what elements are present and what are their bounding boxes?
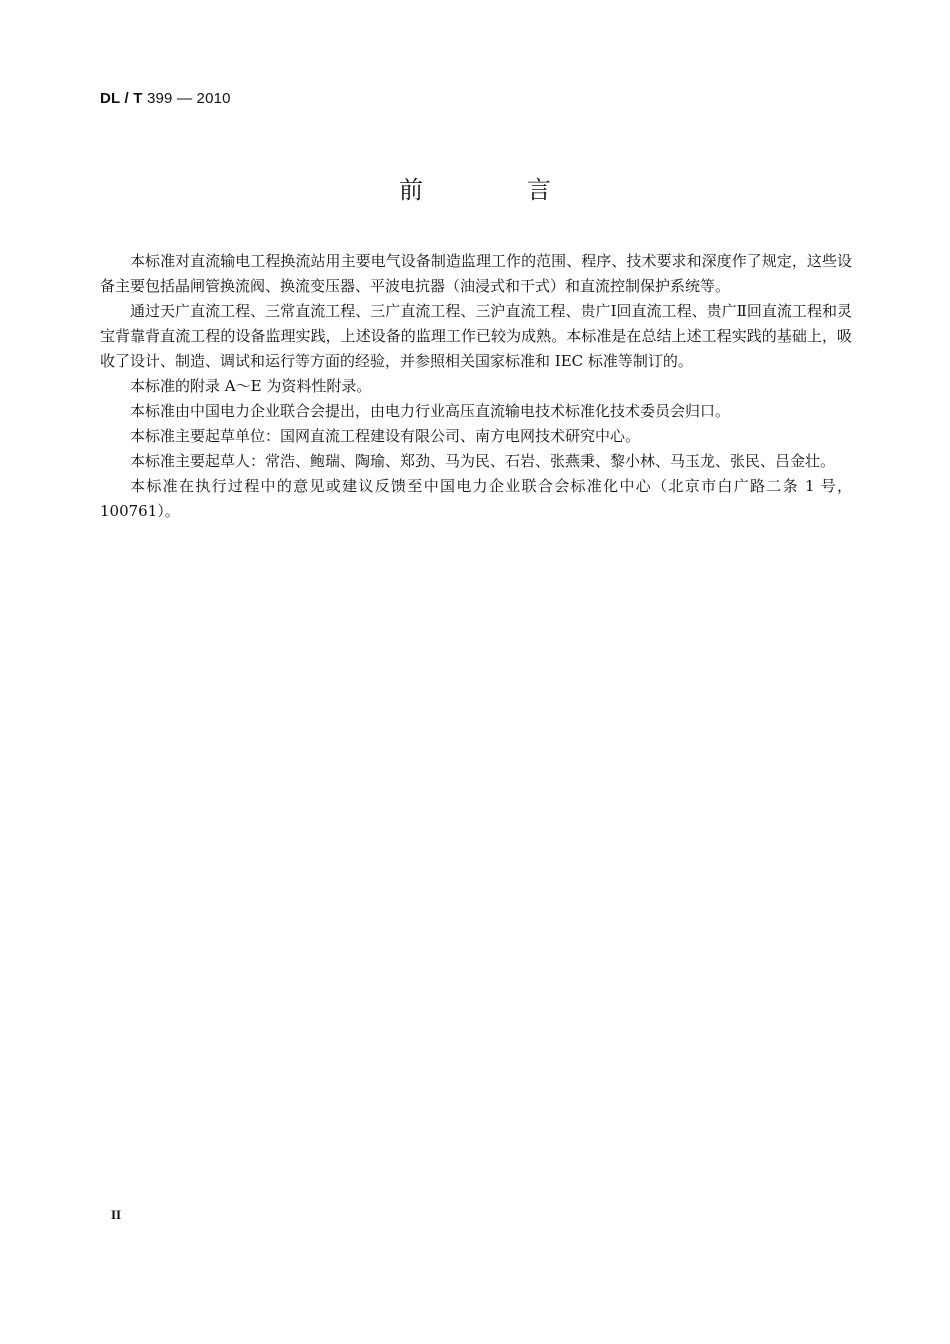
standard-code-prefix: DL / T [100, 90, 143, 107]
paragraph-background: 通过天广直流工程、三常直流工程、三广直流工程、三沪直流工程、贵广Ⅰ回直流工程、贵广Ⅱ回直流工程和灵宝背靠背直流工程的设备监理实践，上述设备的监理工作已较为成熟。本标准是在总结上述工程实践的基础上，吸收了设计、制造、调试和运行等方面的经验，并参照相关国家标准和 IEC 标准等制订的。 [100, 302, 852, 370]
paragraph-feedback: 本标准在执行过程中的意见或建议反馈至中国电力企业联合会标准化中心（北京市白广路二条 1 号，100761）。 [100, 477, 852, 520]
paragraph-drafting-units: 本标准主要起草单位：国网直流工程建设有限公司、南方电网技术研究中心。 [130, 427, 641, 445]
standard-code-number: 399 — 2010 [146, 90, 231, 107]
standard-code [100, 90, 231, 107]
page-number: II [111, 1207, 122, 1222]
paragraph-proposer: 本标准由中国电力企业联合会提出，由电力行业高压直流输电技术标准化技术委员会归口。 [130, 402, 731, 420]
foreword-body [100, 249, 852, 524]
paragraph-drafters: 本标准主要起草人：常浩、鲍瑞、陶瑜、郑劲、马为民、石岩、张燕秉、黎小林、马玉龙、张民、吕金壮。 [130, 452, 836, 470]
paragraph-appendix: 本标准的附录 A～E 为资料性附录。 [130, 377, 372, 395]
paragraph-scope: 本标准对直流输电工程换流站用主要电气设备制造监理工作的范围、程序、技术要求和深度作了规定，这些设备主要包括晶闸管换流阀、换流变压器、平波电抗器（油浸式和干式）和直流控制保护系统等。 [100, 252, 852, 295]
page-title: 前 言 [399, 176, 591, 204]
